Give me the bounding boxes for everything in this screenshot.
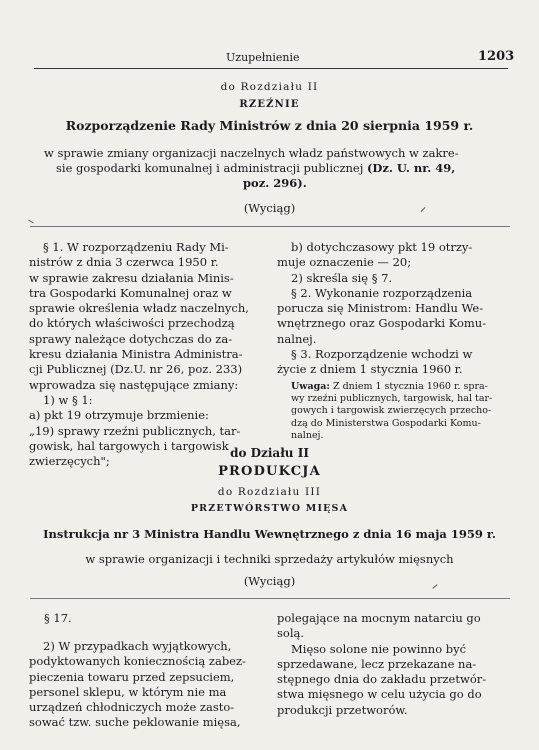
section-number: § 17. (44, 611, 72, 625)
note-label: Uwaga: (291, 381, 330, 392)
regulation-description-line-1: w sprawie zmiany organizacji naczelnych władz państwowych w zakre- (44, 146, 459, 160)
text-line: wprowadza się następujące zmiany: (29, 377, 239, 392)
text-line: stwa mięsnego w celu użycia go do (277, 687, 482, 702)
text-line: § 1. W rozporządzeniu Rady Mi- (43, 240, 229, 254)
text-line: w sprawie zakresu działania Minis- (29, 270, 234, 285)
text-line: a) pkt 19 otrzymuje brzmienie: (29, 408, 209, 423)
chapter-heading-2: do Rozdziału III (217, 486, 322, 498)
text-line: muje oznaczenie — 20; (277, 255, 412, 270)
text-line: sować tzw. suche peklowanie mięsa, (29, 715, 241, 730)
text-line: podyktowanych koniecznością zabez- (29, 654, 246, 669)
text-line: kresu działania Ministra Administra- (29, 347, 243, 362)
text-line: urządzeń chłodniczych może zasto- (29, 700, 235, 715)
regulation-description-line-2: sie gospodarki komunalnej i administracji publicznej (Dz. U. nr. 49, (56, 161, 456, 175)
extract-label: (Wyciąg) (243, 201, 296, 215)
section-divider-2 (30, 598, 510, 599)
division-title: PRODUKCJA (218, 464, 321, 479)
left-column (29, 240, 261, 469)
text-line: sprzedawane, lecz przekazane na- (277, 656, 477, 671)
text-line: personel sklepu, w którym nie ma (29, 684, 227, 699)
subject-heading: RZEŹNIE (239, 99, 300, 110)
text-line: do których właściwości przechodzą (29, 316, 235, 331)
text-line: 2) skreśla się § 7. (291, 270, 393, 285)
text-line: pieczenia towaru przed zepsuciem, (29, 669, 235, 684)
text-line: b) dotychczasowy pkt 19 otrzy- (291, 240, 473, 254)
text-line: § 3. Rozporządzenie wchodzi w (291, 347, 473, 362)
text-line: solą. (277, 626, 305, 641)
right-column (277, 240, 513, 378)
text-line: porucza się Ministrom: Handlu We- (277, 301, 484, 316)
text-line: stępnego dnia do zakładu przetwór- (277, 672, 487, 687)
text-line: nistrów z dnia 3 czerwca 1950 r. (29, 255, 219, 270)
regulation-title: Rozporządzenie Rady Ministrów z dnia 20 sierpnia 1959 r. (65, 118, 474, 133)
text-line: 1) w § 1: (43, 392, 93, 407)
text-line: polegające na mocnym natarciu go (277, 611, 481, 625)
text-line: Z dniem 1 stycznia 1960 r. spra- (332, 381, 488, 392)
print-mark (28, 220, 34, 224)
section-divider (30, 226, 510, 227)
text-line: gowych i targowisk zwierzęcych przecho- (291, 405, 492, 417)
text-line: sprawie określenia władz naczelnych, (29, 301, 249, 316)
text-line: nalnej. (277, 331, 317, 346)
text-line: tra Gospodarki Komunalnej oraz w (29, 285, 232, 300)
instruction-description: w sprawie organizacji i techniki sprzedaży artykułów mięsnych (85, 552, 454, 566)
text-line: Mięso solone nie powinno być (291, 641, 467, 656)
text-line: wy rzeźni publicznych, targowisk, hal tar- (291, 393, 493, 405)
text-line: § 2. Wykonanie rozporządzenia (291, 285, 473, 300)
text-line: cji Publicznej (Dz.U. nr 26, poz. 233) (29, 362, 243, 377)
text-line: produkcji przetworów. (277, 702, 408, 717)
text-line: życie z dniem 1 stycznia 1960 r. (277, 362, 463, 377)
instruction-title: Instrukcja nr 3 Ministra Handlu Wewnętrznego z dnia 16 maja 1959 r. (43, 527, 496, 541)
right-column-2 (277, 611, 513, 718)
text-line: „19) sprawy rzeźni publicznych, tar- (29, 423, 241, 438)
subject-heading-2: PRZETWÓRSTWO MIĘSA (190, 503, 349, 514)
left-column-2 (29, 639, 261, 731)
text-line: gowisk, hal targowych i targowisk (29, 438, 229, 453)
division-heading: do Działu II (230, 446, 309, 460)
running-header-title: Uzupełnienie (226, 51, 300, 64)
text-line: dzą do Ministerstwa Gospodarki Komu- (291, 417, 481, 429)
text-line: 2) W przypadkach wyjątkowych, (43, 639, 232, 653)
text-line: sprawy należące dotychczas do za- (29, 331, 233, 346)
text-line: zwierzęcych"; (29, 454, 110, 469)
text-line: nalnej. (291, 429, 324, 441)
header-rule (34, 68, 508, 69)
extract-label-2: (Wyciąg) (243, 574, 296, 588)
text-line: wnętrznego oraz Gospodarki Komu- (277, 316, 487, 331)
page-number: 1203 (478, 49, 515, 64)
remark-note (291, 381, 511, 442)
chapter-heading: do Rozdziału II (220, 81, 319, 93)
regulation-description-line-3: poz. 296). (243, 176, 307, 190)
